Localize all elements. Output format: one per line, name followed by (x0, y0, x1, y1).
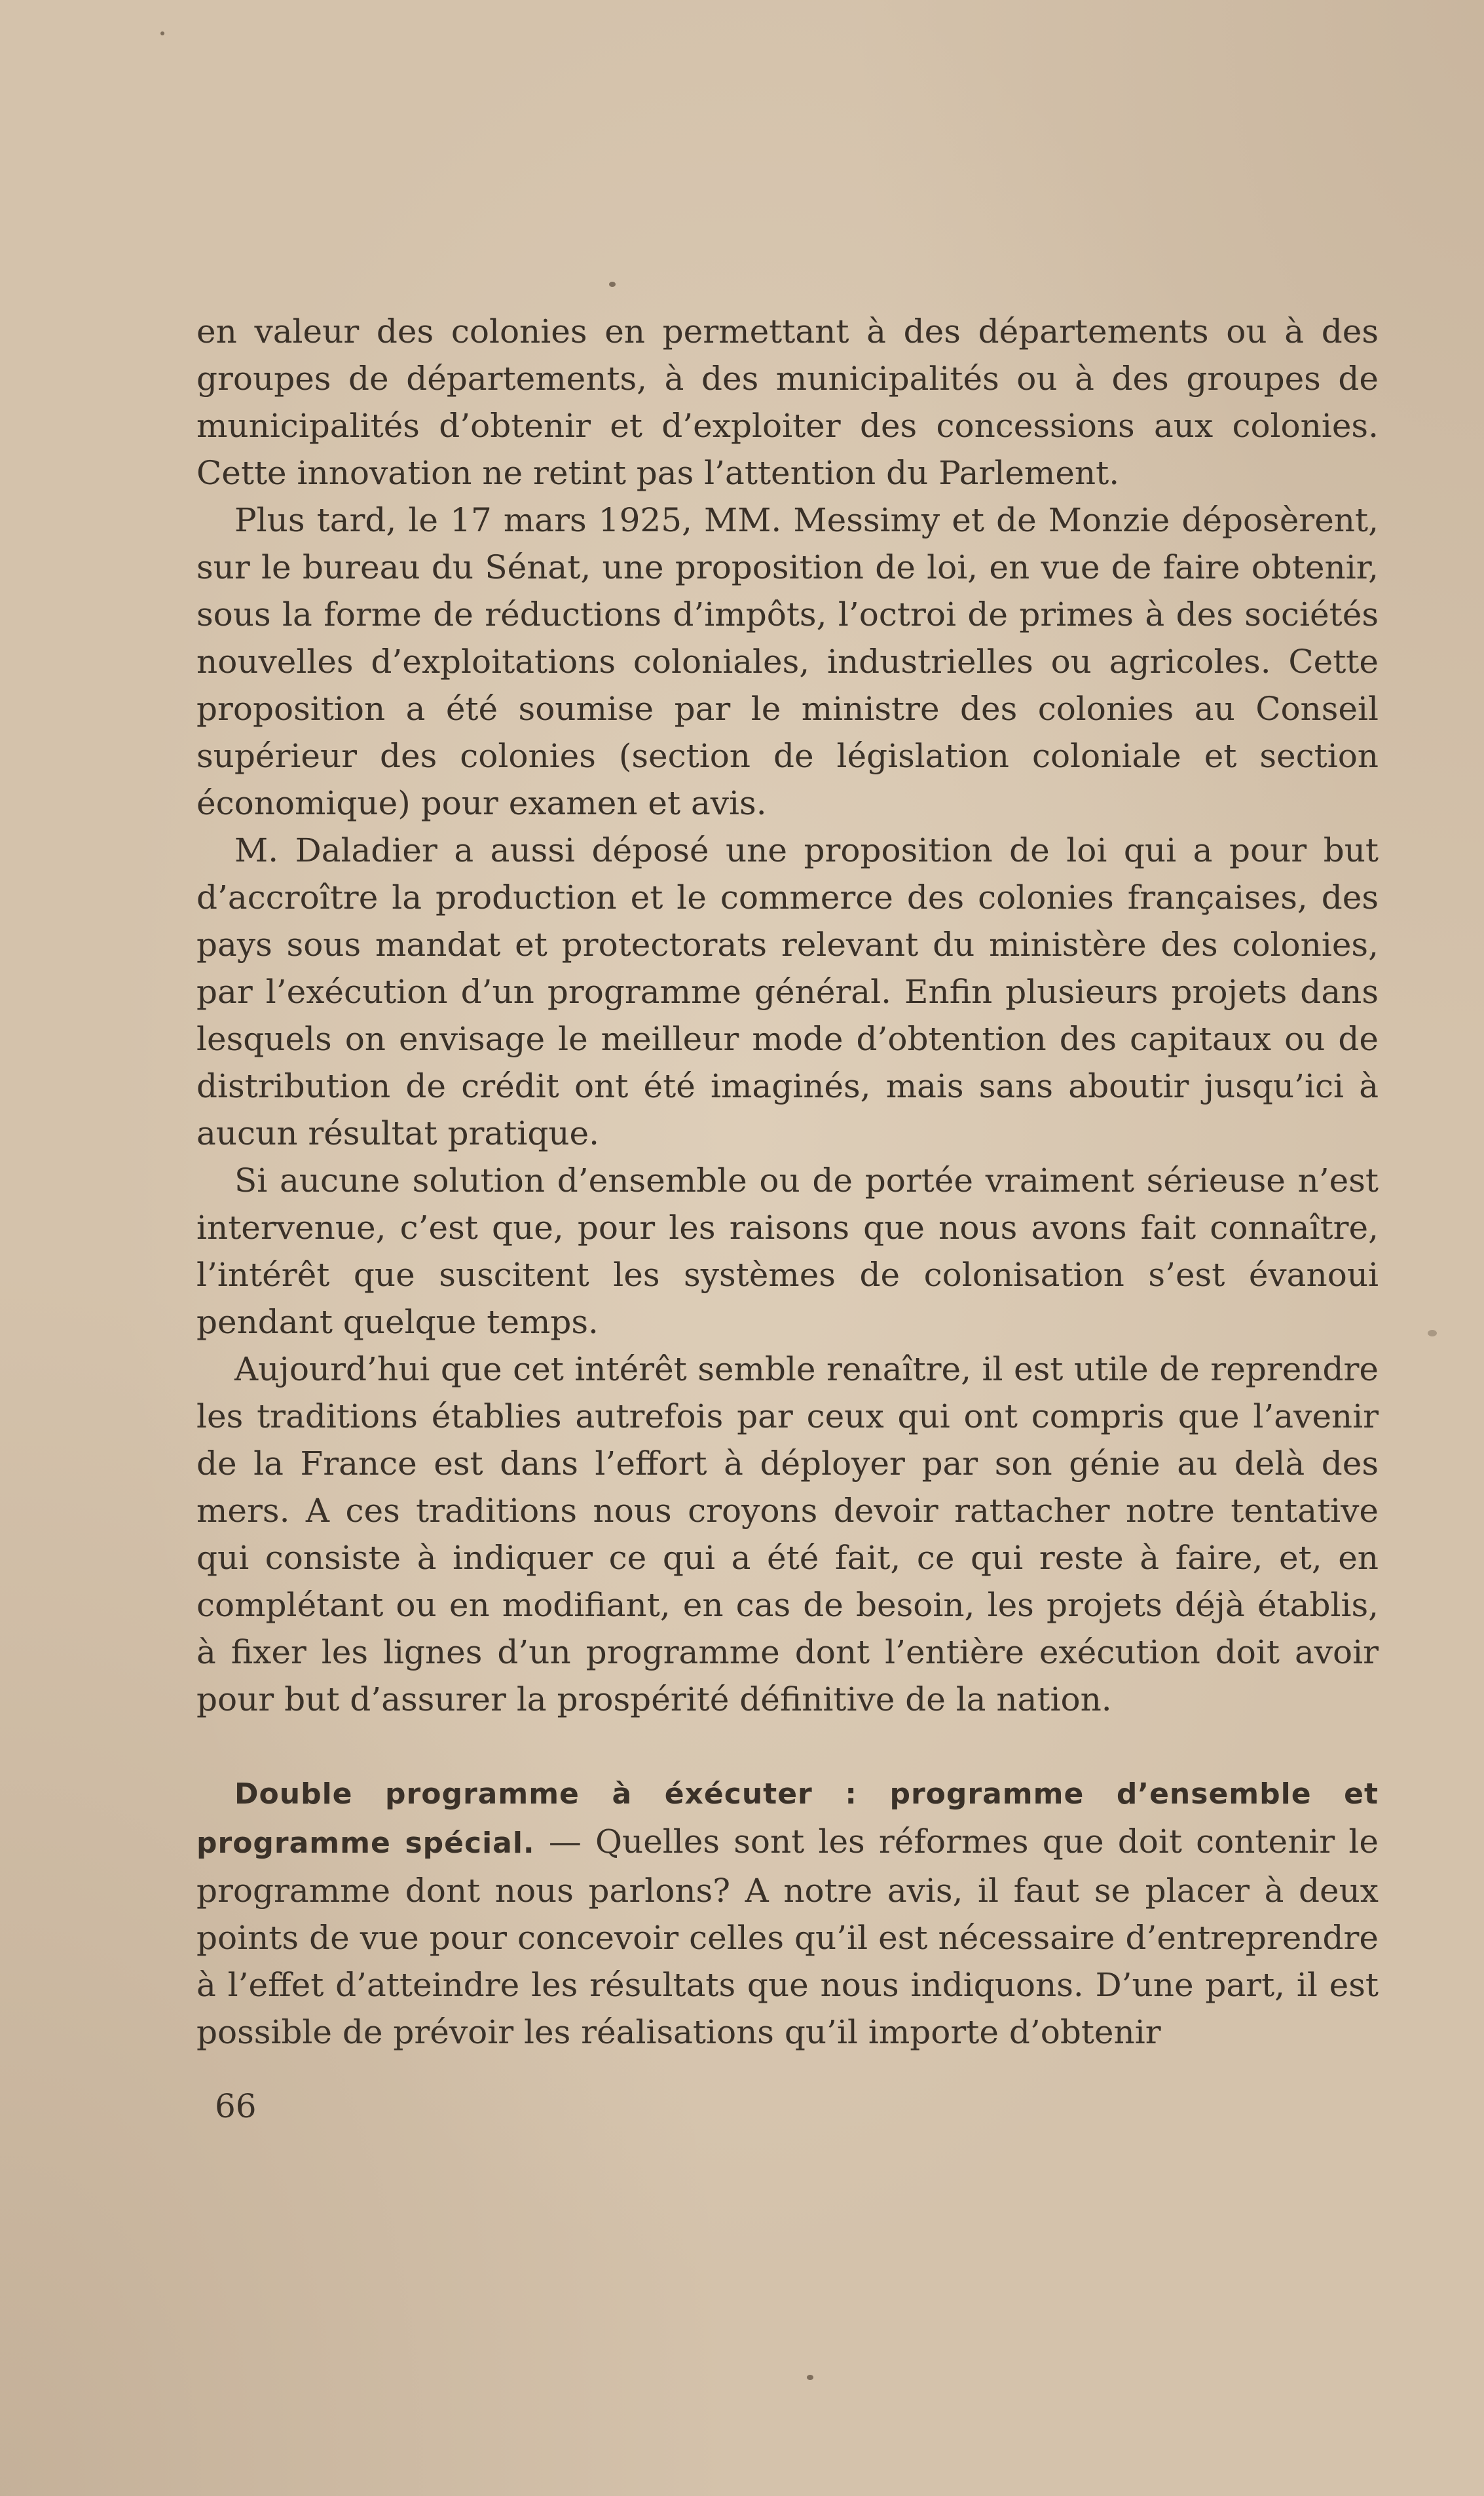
paper-speck (807, 2375, 813, 2380)
section-dash: — (548, 1823, 582, 1861)
paragraph-3: M. Daladier a aussi déposé une proposition de loi qui a pour but d’accroître la production et le commerce des colonies françaises, des pays sous mandat et protectorats relevant du ministère des colonies, par l’exécution d’un programme général. Enfin plusieurs projets dans lesquels on envisage le meilleur mode d’obtention des capitaux ou de distribution de crédit ont été imaginés, mais sans aboutir jusqu’ici à aucun résultat pratique. (196, 831, 1379, 1152)
paper-speck (1428, 1330, 1437, 1336)
section-text: Quelles sont les réformes que doit contenir le programme dont nous parlons? A notre avis, il faut se placer à deux points de vue pour concevoir celles qu’il est nécessaire d’entreprendre à l’effet d’atteindre les résultats que nous indiquons. D’une part, il est possible de prévoir les réalisations qu’il importe d’obtenir (196, 1823, 1379, 2051)
paper-speck (160, 31, 164, 35)
section-heading: Double programme à éxécuter : programme d’ensemble et programme spécial. (196, 1777, 1379, 1860)
paragraph-2: Plus tard, le 17 mars 1925, MM. Messimy et de Monzie déposèrent, sur le bureau du Sénat, une proposition de loi, en vue de faire obtenir, sous la forme de réductions d’impôts, l’octroi de primes à des sociétés nouvelles d’exploitations coloniales, industrielles ou agricoles. Cette proposition a été soumise par le ministre des colonies au Conseil supérieur des colonies (section de législation coloniale et section économique) pour examen et avis. (196, 501, 1379, 822)
section-paragraph (196, 1769, 1379, 2056)
body-text (196, 308, 1379, 2056)
page-number: 66 (215, 2087, 257, 2125)
paragraph-1: en valeur des colonies en permettant à des départements ou à des groupes de départements, à des municipalités ou à des groupes de municipalités d’obtenir et d’exploiter des concessions aux colonies. Cette innovation ne retint pas l’attention du Parlement. (196, 312, 1379, 492)
paragraph-4: Si aucune solution d’ensemble ou de portée vraiment sérieuse n’est intervenue, c’est que, pour les raisons que nous avons fait connaître, l’intérêt que suscitent les systèmes de colonisation s’est évanoui pendant quelque temps. (196, 1162, 1379, 1341)
paragraph-5: Aujourd’hui que cet intérêt semble renaître, il est utile de reprendre les traditions établies autrefois par ceux qui ont compris que l’avenir de la France est dans l’effort à déployer par son génie au delà des mers. A ces traditions nous croyons devoir rattacher notre tentative qui consiste à indiquer ce qui a été fait, ce qui reste à faire, et, en complétant ou en modifiant, en cas de besoin, les projets déjà établis, à fixer les lignes d’un programme dont l’entière exécution doit avoir pour but d’assurer la prospérité définitive de la nation. (196, 1350, 1379, 1718)
paper-speck (609, 282, 616, 287)
